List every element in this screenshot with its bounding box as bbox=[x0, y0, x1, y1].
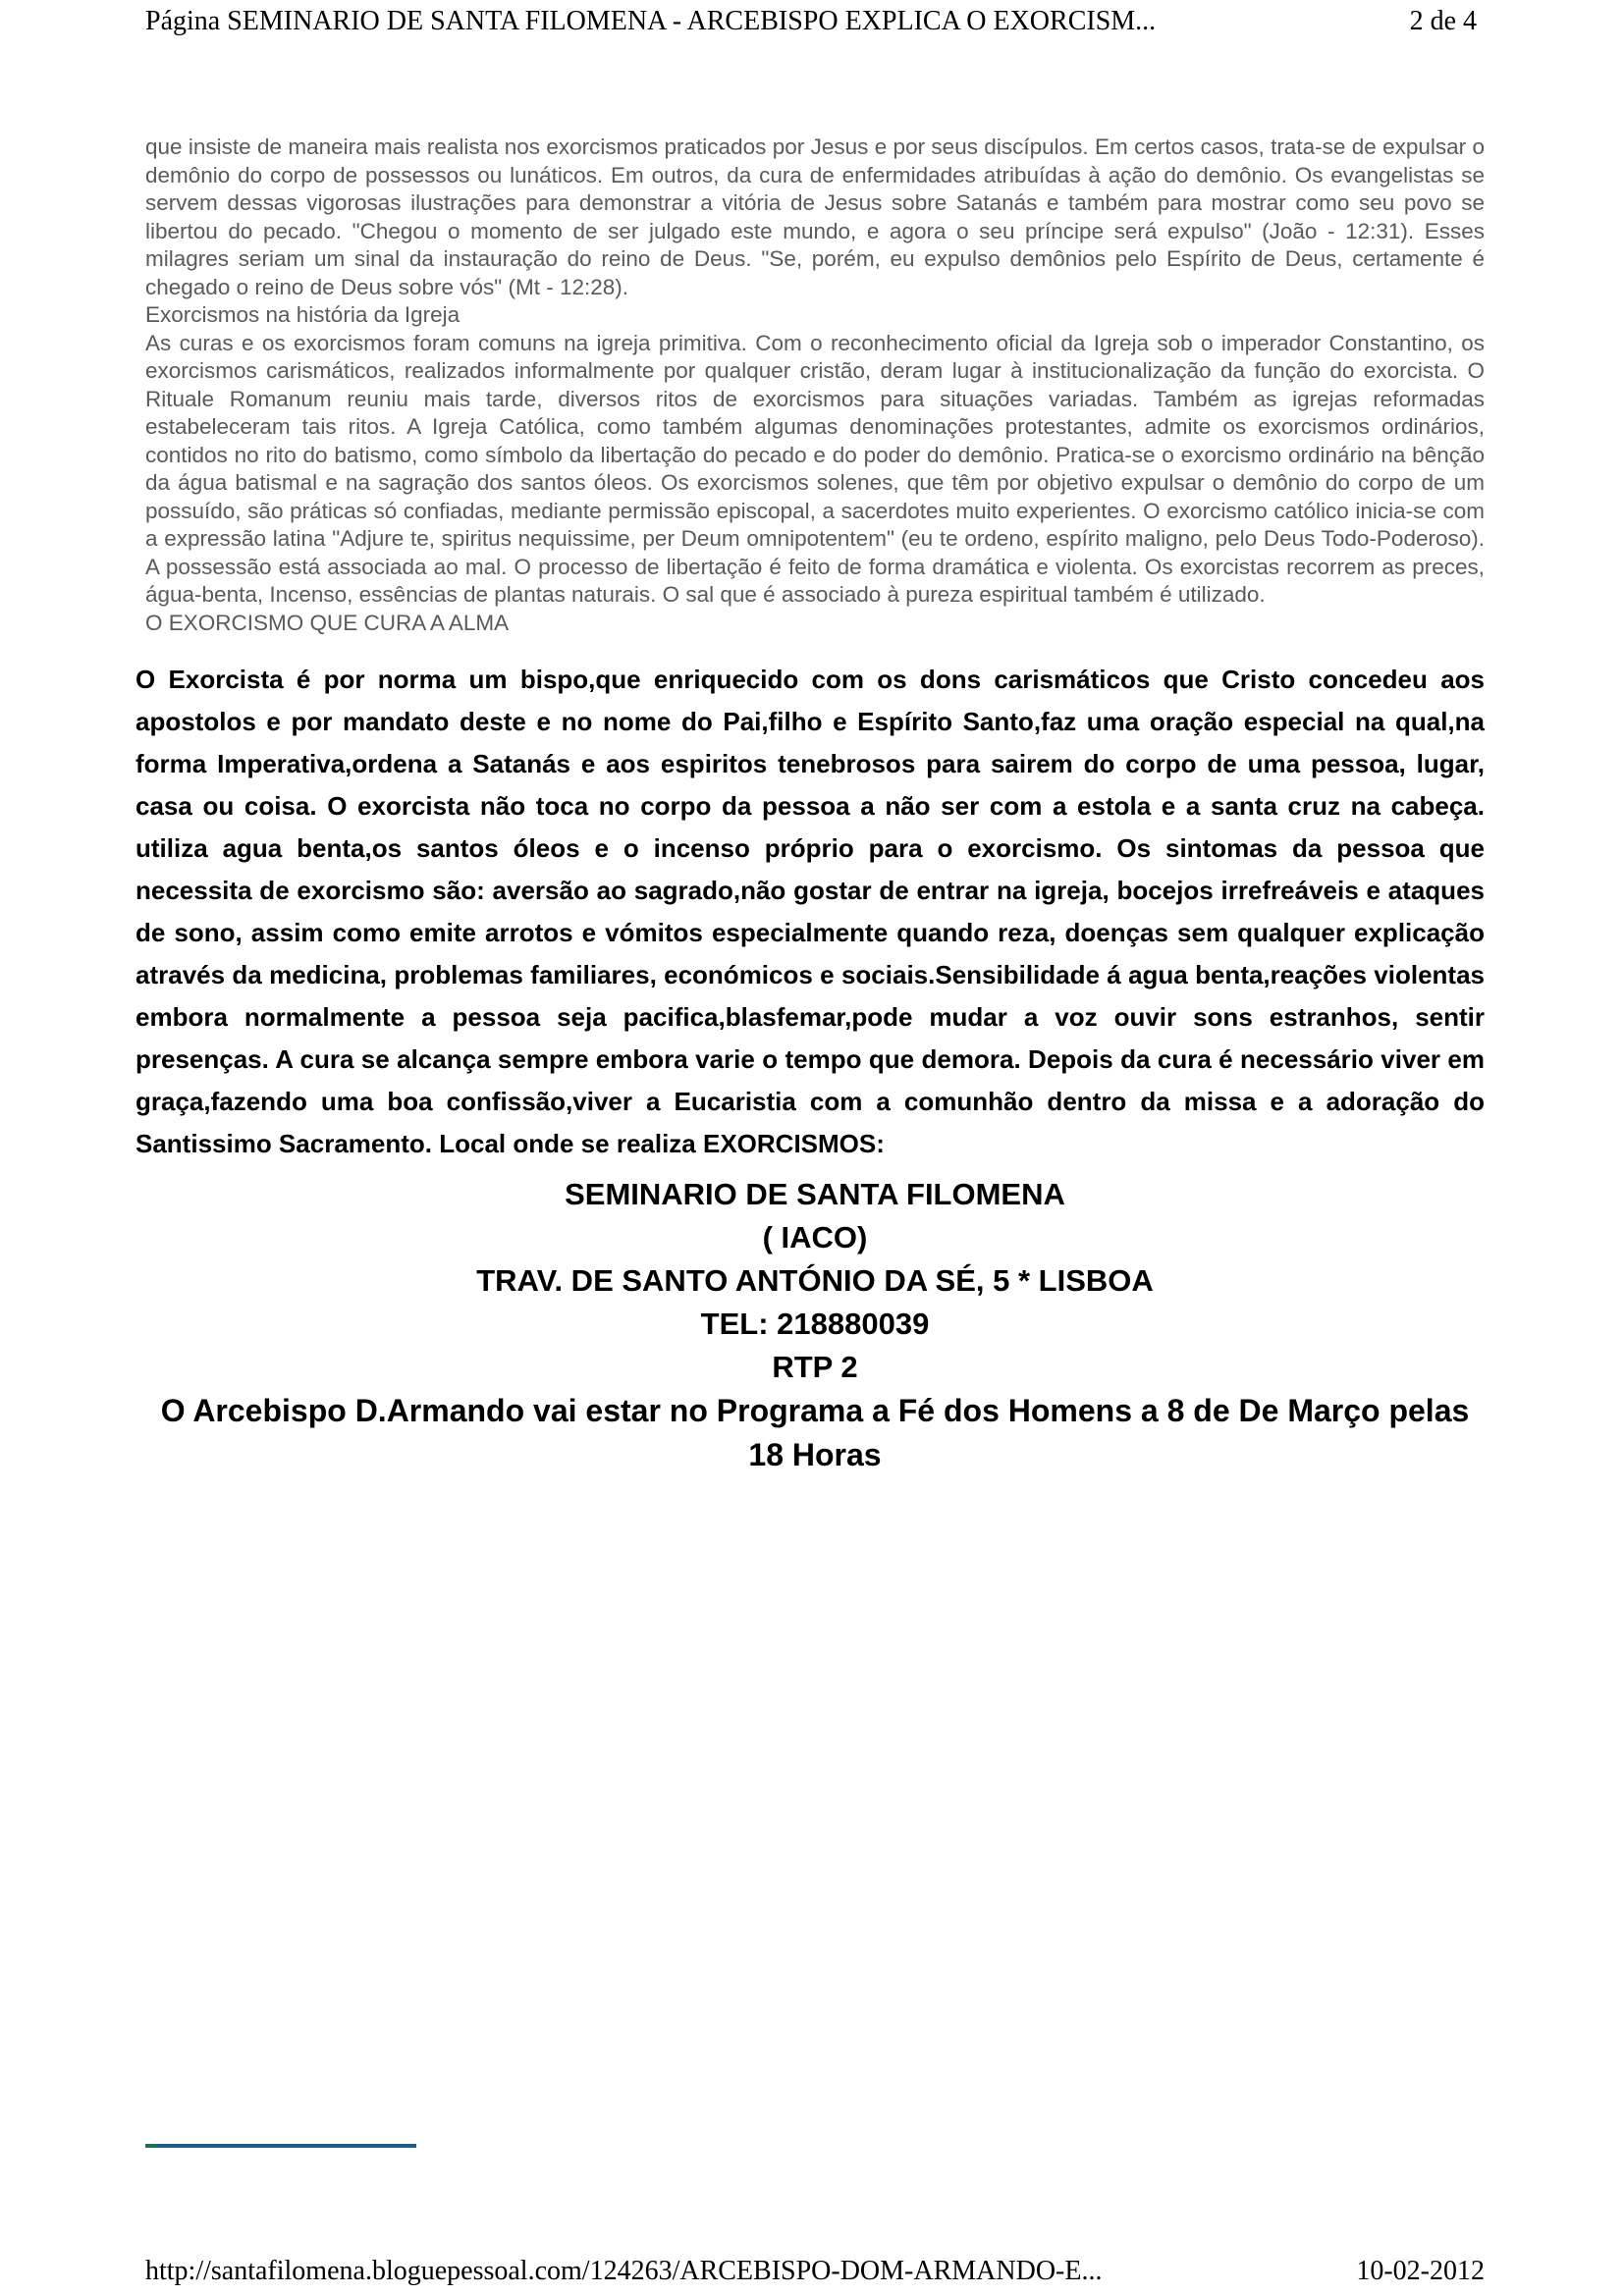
tv-program-announcement: O Arcebispo D.Armando vai estar no Programa a Fé dos Homens a 8 de De Março pelas 18 Horas bbox=[160, 1393, 1470, 1472]
tv-channel: RTP 2 bbox=[772, 1350, 858, 1384]
document-content bbox=[135, 133, 1485, 1477]
paragraph-exorcista-bold: O Exorcista é por norma um bispo,que enriquecido com os dons carismáticos que Cristo concedeu aos apostolos e por mandato deste e no nome do Pai,filho e Espírito Santo,faz uma oração especial na qual,na forma Imperativa,ordena a Satanás e aos espiritos tenebrosos para sairem do corpo de uma pessoa, lugar, casa ou coisa. O exorcista não toca no corpo da pessoa a não ser com a estola e a santa cruz na cabeça. utiliza agua benta,os santos óleos e o incenso próprio para o exorcismo. Os sintomas da pessoa que necessita de exorcismo são: aversão ao sagrado,não gostar de entrar na igreja, bocejos irrefreáveis e ataques de sono, assim como emite arrotos e vómitos especialmente quando reza, doenças sem qualquer explicação através da medicina, problemas familiares, económicos e sociais.Sensibilidade á agua benta,reações violentas embora normalmente a pessoa seja pacifica,blasfemar,pode mudar a voz ouvir sons estranhos, sentir presenças. A cura se alcança sempre embora varie o tempo que demora. Depois da cura é necessário viver em graça,fazendo uma boa confissão,viver a Eucaristia com a comunhão dentro da missa e a adoração do Santissimo Sacramento. Local onde se realiza EXORCISMOS: bbox=[135, 665, 1485, 1158]
footnote-divider-tip bbox=[145, 2144, 157, 2148]
seminary-acronym: ( IACO) bbox=[762, 1220, 868, 1255]
paragraph-exorcisms-jesus: que insiste de maneira mais realista nos exorcismos praticados por Jesus e por seus discípulos. Em certos casos, trata-se de expulsar o demônio do corpo de possessos ou lunáticos. Em outros, da cura de enfermidades atribuídas à ação do demônio. Os evangelistas se servem dessas vigorosas ilustrações para demonstrar a vitória de Jesus sobre Satanás e também para mostrar como seu povo se libertou do pecado. "Chegou o momento de ser julgado este mundo, e agora o seu príncipe será expulso" (João - 12:31). Esses milagres seriam um sinal da instauração do reino de Deus. "Se, porém, eu expulso demônios pelo Espírito de Deus, certamente é chegado o reino de Deus sobre vós" (Mt - 12:28). bbox=[145, 134, 1485, 299]
section-heading-exorcismo-cura-alma: O EXORCISMO QUE CURA A ALMA bbox=[145, 610, 510, 635]
seminary-info-block bbox=[145, 1173, 1485, 1477]
page-footer bbox=[145, 2256, 1485, 2287]
section-heading-historia-igreja: Exorcismos na história da Igreja bbox=[145, 302, 460, 327]
footer-url: http://santafilomena.bloguepessoal.com/124263/ARCEBISPO-DOM-ARMANDO-E... bbox=[145, 2256, 1103, 2286]
footnote-divider bbox=[145, 2144, 416, 2148]
header-page-number: 2 de 4 bbox=[1409, 6, 1477, 36]
paragraph-historia-igreja: As curas e os exorcismos foram comuns na igreja primitiva. Com o reconhecimento oficial da Igreja sob o imperador Constantino, os exorcismos carismáticos, realizados informalmente por qualquer cristão, deram lugar à institucionalização da função do exorcista. O Rituale Romanum reuniu mais tarde, diversos ritos de exorcismos para situações variadas. Também as igrejas reformadas estabeleceram tais ritos. A Igreja Católica, como também algumas denominações protestantes, admite os exorcismos ordinários, contidos no rito do batismo, como símbolo da libertação do pecado e do poder do demônio. Pratica-se o exorcismo ordinário na bênção da água batismal e na sagração dos santos óleos. Os exorcismos solenes, que têm por objetivo expulsar o demônio do corpo de um possuído, são práticas só confiadas, mediante permissão episcopal, a sacerdotes muito experientes. O exorcismo católico inicia-se com a expressão latina "Adjure te, spiritus nequissime, per Deum omnipotentem" (eu te ordeno, espírito maligno, pelo Deus Todo-Poderoso). A possessão está associada ao mal. O processo de libertação é feito de forma dramática e violenta. Os exorcistas recorrem as preces, água-benta, Incenso, essências de plantas naturais. O sal que é associado à pureza espiritual também é utilizado. bbox=[145, 330, 1485, 607]
page-header bbox=[145, 6, 1477, 37]
seminary-address: TRAV. DE SANTO ANTÓNIO DA SÉ, 5 * LISBOA bbox=[476, 1263, 1154, 1298]
seminary-phone: TEL: 218880039 bbox=[700, 1307, 930, 1341]
header-title: Página SEMINARIO DE SANTA FILOMENA - ARCEBISPO EXPLICA O EXORCISM... bbox=[145, 6, 1157, 36]
footer-date: 10-02-2012 bbox=[1356, 2256, 1485, 2286]
seminary-name: SEMINARIO DE SANTA FILOMENA bbox=[565, 1177, 1065, 1211]
